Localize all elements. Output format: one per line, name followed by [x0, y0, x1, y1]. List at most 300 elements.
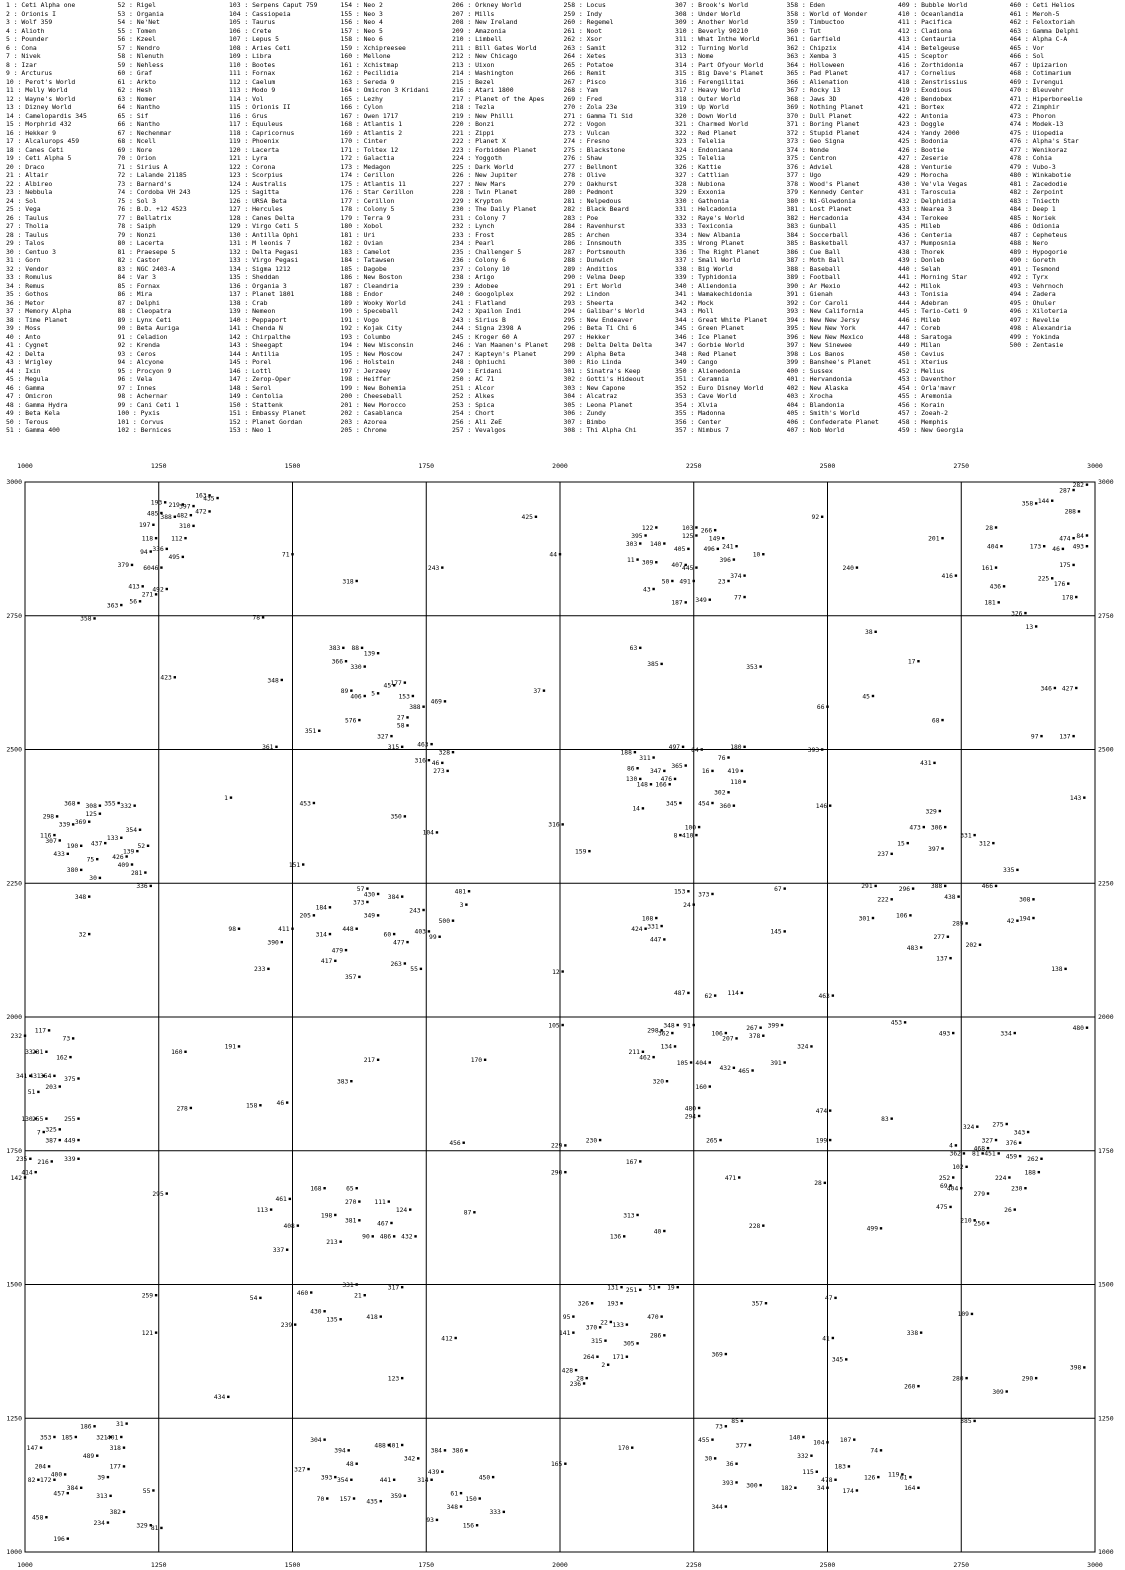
legend-item: 270 : Zola 23e: [563, 103, 618, 111]
map-point-label: 69: [939, 1182, 948, 1190]
map-point-label: 105: [548, 1022, 560, 1030]
map-point-label: 413: [128, 583, 140, 591]
map-point-marker: [891, 898, 893, 900]
map-point-marker: [88, 933, 90, 935]
legend-item: 141 : Chenda N: [229, 324, 283, 332]
map-point-marker: [88, 895, 90, 897]
legend-item: 435 : Mileb: [898, 222, 941, 230]
map-point-marker: [347, 1449, 349, 1451]
legend-item: 277 : Bellmont: [563, 162, 618, 171]
legend-item: 131 : M leonis 7: [229, 239, 291, 247]
legend-item: 86 : Mira: [117, 290, 153, 298]
map-point-marker: [1000, 545, 1002, 547]
map-point-label: 90: [362, 1233, 370, 1241]
legend-item: 16 : Hekker 9: [6, 128, 57, 137]
map-point-marker: [380, 1315, 382, 1317]
map-point-marker: [784, 887, 786, 889]
map-point-label: 331: [647, 923, 659, 931]
map-point-label: 166: [655, 781, 667, 789]
map-point-marker: [660, 663, 662, 665]
map-point-marker: [93, 1425, 95, 1427]
legend-item: 264 : Xetes: [563, 52, 606, 60]
map-point-label: 488: [374, 1442, 386, 1450]
map-point-label: 424: [631, 926, 643, 934]
map-point-label: 270: [345, 1198, 357, 1206]
map-point-marker: [695, 534, 697, 536]
map-point-marker: [743, 596, 745, 598]
map-point-label: 104: [813, 1439, 825, 1447]
map-point-marker: [1016, 869, 1018, 871]
map-point-marker: [24, 1176, 26, 1178]
map-point-marker: [329, 933, 331, 935]
map-point-label: 462: [639, 1054, 651, 1062]
map-point-label: 314: [315, 931, 327, 939]
map-point-label: 1: [224, 794, 228, 802]
map-point-marker: [586, 1377, 588, 1379]
legend-column: [118, 1, 218, 435]
map-point-marker: [848, 1465, 850, 1467]
map-point-marker: [693, 903, 695, 905]
map-point-marker: [920, 1331, 922, 1333]
map-point-marker: [904, 1021, 906, 1023]
map-point-label: 324: [797, 1043, 809, 1051]
legend-item: 13 : Dizney World: [6, 103, 72, 111]
legend-item: 218 : Tezla: [452, 103, 495, 111]
map-point-marker: [741, 1420, 743, 1422]
map-point-marker: [436, 831, 438, 833]
legend-item: 92 : Krenda: [117, 341, 160, 349]
legend-item: 130 : Antilla Ophi: [229, 230, 299, 239]
map-point-marker: [77, 1077, 79, 1079]
map-point-label: 493: [938, 1030, 951, 1038]
map-point-label: 170: [470, 1057, 483, 1065]
map-point-label: 326: [577, 1300, 590, 1308]
map-point-label: 122: [641, 524, 654, 532]
legend-item: 43 : Wrigley: [6, 358, 53, 366]
legend-item: 454 : Orla'mavr: [898, 383, 956, 392]
map-point-label: 361: [262, 744, 274, 752]
map-point-marker: [1083, 1366, 1085, 1368]
legend-item: 78 : Saiph: [117, 222, 156, 230]
map-point-marker: [658, 1286, 660, 1288]
map-point-label: 463: [417, 741, 429, 749]
map-point-marker: [810, 1455, 812, 1457]
legend-item: 60 : Graf: [117, 69, 153, 77]
map-point-label: 433: [53, 851, 65, 859]
map-point-marker: [323, 1438, 325, 1440]
map-point-label: 366: [331, 658, 343, 666]
map-point-label: 81: [972, 1150, 980, 1158]
x-tick-label-bottom: 3000: [1087, 1561, 1103, 1569]
legend-item: 368 : Jaws 3D: [786, 94, 837, 103]
map-point-marker: [998, 1152, 1000, 1154]
legend-column: [1010, 1, 1110, 350]
legend-item: 405 : Smith's World: [786, 409, 860, 417]
x-tick-label-bottom: 1750: [418, 1561, 435, 1569]
legend-item: 247 : Kapteyn's Planet: [452, 349, 537, 358]
map-point-label: 55: [142, 1487, 151, 1495]
map-point-label: 390: [267, 939, 279, 947]
legend-item: 431 : Taroscuia: [898, 188, 956, 196]
map-point-marker: [693, 580, 695, 582]
legend-item: 113 : Modo 9: [229, 86, 276, 94]
map-point-marker: [829, 1109, 831, 1111]
map-point-marker: [762, 553, 764, 555]
map-point-marker: [131, 564, 133, 566]
map-point-marker: [784, 1061, 786, 1063]
legend-item: 348 : Red Planet: [675, 349, 737, 358]
map-point-label: 160: [171, 1049, 183, 1057]
map-point-label: 313: [623, 1212, 635, 1220]
legend-item: 14 : Camelopardis 345: [6, 111, 87, 120]
map-point-label: 130: [21, 1115, 33, 1123]
legend-item: 184 : Tatawsen: [340, 256, 395, 264]
legend-item: 175 : Atlantis 11: [340, 179, 406, 188]
legend-item: 349 : Cango: [675, 358, 718, 366]
legend-item: 124 : Australis: [229, 179, 287, 188]
map-point-label: 430: [363, 891, 376, 899]
legend-item: 341 : Wamakechidonia: [675, 290, 752, 298]
legend-item: 321 : Charmed World: [675, 120, 749, 128]
map-point-label: 57: [356, 885, 365, 893]
map-point-label: 235: [15, 1156, 28, 1164]
map-point-marker: [150, 885, 152, 887]
x-tick-label-bottom: 1250: [150, 1561, 167, 1569]
map-point-marker: [620, 1286, 622, 1288]
legend-item: 210 : Limbell: [452, 35, 503, 43]
map-point-label: 393: [320, 1474, 333, 1482]
map-point-label: 178: [1061, 594, 1074, 602]
y-tick-label-left: 1750: [6, 1146, 22, 1155]
map-point-label: 190: [66, 843, 79, 851]
map-point-marker: [687, 890, 689, 892]
legend-item: 136 : Organia 3: [229, 281, 287, 290]
map-point-marker: [856, 566, 858, 568]
map-point-label: 89: [340, 687, 349, 695]
map-point-label: 375: [64, 1075, 76, 1083]
legend-item: 21 : Altair: [6, 171, 49, 179]
planet-legend: [6, 1, 1121, 441]
legend-item: 102 : Bernices: [117, 426, 172, 434]
legend-item: 304 : Alcatraz: [563, 392, 618, 400]
x-tick-label-top: 2000: [552, 462, 568, 470]
map-point-marker: [104, 842, 106, 844]
map-point-marker: [147, 845, 149, 847]
legend-item: 327 : Cattlian: [675, 171, 729, 179]
map-point-label: 266: [700, 527, 713, 535]
legend-item: 421 : Bortex: [898, 103, 945, 111]
map-point-label: 327: [981, 1137, 994, 1145]
map-point-marker: [430, 743, 432, 745]
legend-item: 451 : Xterius: [898, 358, 949, 366]
legend-item: 140 : Peppaport: [229, 315, 287, 324]
legend-item: 221 : Zippi: [452, 128, 495, 137]
map-point-label: 3: [459, 901, 464, 909]
map-point-marker: [695, 834, 697, 836]
map-point-marker: [358, 976, 360, 978]
map-point-marker: [48, 1465, 50, 1467]
legend-item: 491 : Tesmond: [1009, 264, 1060, 273]
map-point-label: 318: [109, 1444, 121, 1452]
map-point-label: 228: [748, 1222, 761, 1230]
map-point-label: 310: [179, 523, 191, 531]
map-point-marker: [636, 1214, 638, 1216]
map-point-marker: [709, 1085, 711, 1087]
legend-item: 103 : Serpens Caput 759: [229, 1, 318, 9]
map-point-label: 349: [695, 597, 707, 604]
x-tick-label-top: 2750: [953, 462, 970, 470]
legend-item: 286 : Innsmouth: [563, 239, 622, 247]
map-point-label: 344: [711, 1503, 723, 1511]
map-point-marker: [326, 1497, 328, 1499]
legend-item: 153 : Neo 1: [229, 426, 272, 434]
map-point-label: 397: [179, 503, 191, 511]
map-point-label: 404: [946, 1185, 959, 1193]
map-point-label: 5: [371, 690, 376, 698]
legend-item: 142 : Chirpalthe: [229, 332, 291, 341]
map-point-marker: [444, 1449, 446, 1451]
map-point-marker: [166, 1192, 168, 1194]
legend-item: 119 : Phoenix: [229, 137, 280, 145]
map-point-marker: [987, 1192, 989, 1194]
map-point-label: 62: [704, 992, 713, 1000]
legend-item: 425 : Bodonia: [898, 137, 949, 145]
map-point-label: 231: [32, 1049, 44, 1057]
map-point-marker: [401, 746, 403, 748]
y-tick-label-right: 2250: [1098, 879, 1114, 888]
map-point-marker: [1064, 968, 1066, 970]
legend-item: 406 : Confederate Planet: [786, 417, 879, 426]
map-point-label: 378: [748, 1033, 761, 1041]
map-point-label: 144: [1037, 498, 1050, 506]
map-point-label: 316: [414, 757, 426, 765]
legend-item: 452 : Melius: [898, 366, 945, 375]
map-point-label: 12: [552, 968, 560, 976]
map-point-label: 168: [310, 1185, 322, 1193]
legend-item: 107 : Lepus 5: [229, 35, 280, 43]
legend-item: 299 : Alpha Beta: [563, 349, 626, 358]
map-point-label: 188: [620, 749, 632, 757]
map-point-label: 282: [1072, 481, 1084, 489]
map-point-marker: [361, 647, 363, 649]
legend-item: 231 : Colony 7: [452, 213, 506, 222]
map-point-marker: [1072, 564, 1074, 566]
map-point-marker: [372, 1235, 374, 1237]
map-point-label: 302: [714, 789, 726, 797]
map-point-marker: [631, 1446, 633, 1448]
legend-item: 253 : Spica: [452, 400, 495, 409]
map-point-marker: [294, 1323, 296, 1325]
map-point-marker: [401, 1286, 403, 1288]
map-point-label: 314: [417, 1477, 429, 1485]
map-point-label: 395: [631, 532, 643, 540]
legend-item: 66 : Nantho: [117, 120, 160, 128]
map-point-label: 485: [147, 510, 159, 518]
map-point-marker: [872, 695, 874, 697]
map-point-marker: [650, 783, 652, 785]
map-point-marker: [762, 1035, 764, 1037]
map-point-marker: [302, 863, 304, 865]
map-point-label: 454: [698, 800, 710, 808]
map-point-marker: [1075, 596, 1077, 598]
legend-item: 399 : Banshee's Planet: [786, 358, 872, 366]
map-point-marker: [845, 1358, 847, 1360]
map-point-label: 493: [1072, 543, 1084, 551]
map-point-marker: [99, 813, 101, 815]
map-point-marker: [829, 804, 831, 806]
legend-item: 272 : Vogon: [563, 120, 606, 128]
legend-item: 407 : Nob World: [786, 426, 845, 434]
map-point-marker: [412, 695, 414, 697]
legend-item: 27 : Tholia: [6, 222, 49, 230]
map-point-marker: [722, 537, 724, 539]
map-point-label: 351: [304, 728, 317, 736]
map-point-label: 480: [684, 1105, 697, 1113]
map-point-label: 327: [294, 1466, 306, 1474]
map-point-label: 435: [366, 1498, 378, 1506]
y-tick-label-right: 3000: [1098, 478, 1114, 486]
legend-item: 358 : World of Wonder: [786, 9, 868, 18]
legend-item: 436 : Centeria: [898, 230, 952, 239]
legend-item: 260 : Regemel: [563, 18, 614, 26]
legend-item: 37 : Memory Alpha: [6, 307, 72, 315]
map-point-label: 70: [316, 1495, 325, 1503]
map-point-label: 125: [682, 532, 694, 540]
map-point-marker: [880, 1227, 882, 1229]
map-point-marker: [810, 1045, 812, 1047]
legend-item: 35 : Gothos: [6, 290, 49, 298]
legend-item: 166 : Cylon: [340, 103, 383, 111]
legend-item: 186 : New Boston: [340, 273, 403, 281]
map-point-marker: [77, 1139, 79, 1141]
map-point-marker: [671, 1032, 673, 1034]
legend-item: 252 : Alkes: [452, 392, 495, 400]
legend-item: 310 : Beverly 90210: [675, 26, 749, 35]
map-point-label: 300: [746, 1482, 758, 1490]
legend-item: 246 : Van Maanen's Planet: [452, 341, 549, 349]
map-point-marker: [468, 890, 470, 892]
legend-item: 193 : Columbo: [340, 332, 391, 341]
map-point-label: 138: [1051, 966, 1063, 974]
map-point-marker: [973, 834, 975, 836]
legend-item: 394 : New New Jersy: [786, 315, 860, 324]
map-point-marker: [406, 724, 408, 726]
map-point-marker: [668, 783, 670, 785]
map-point-marker: [687, 992, 689, 994]
legend-item: 10 : Perot's World: [6, 77, 76, 86]
map-point-label: 267: [746, 1025, 758, 1032]
map-point-label: 290: [1021, 1375, 1034, 1383]
legend-item: 367 : Rocky 13: [786, 86, 841, 94]
legend-item: 22 : Albireo: [6, 179, 53, 188]
map-point-marker: [182, 556, 184, 558]
map-point-marker: [698, 1107, 700, 1109]
legend-item: 361 : Garfield: [786, 35, 841, 43]
legend-item: 72 : Lalande 21185: [117, 171, 187, 179]
map-point-label: 170: [617, 1444, 630, 1452]
map-point-label: 423: [160, 674, 172, 682]
map-point-label: 411: [278, 926, 290, 934]
legend-item: 244 : Signa 2398 A: [452, 324, 522, 332]
map-point-label: 240: [842, 564, 854, 572]
map-point-marker: [725, 1505, 727, 1507]
legend-item: 433 : Nearea 3: [898, 205, 952, 213]
legend-item: 376 : Adviel: [786, 162, 833, 171]
map-point-label: 307: [45, 837, 57, 845]
map-point-marker: [56, 815, 58, 817]
map-point-marker: [1014, 1208, 1016, 1210]
map-point-label: 33: [25, 1049, 33, 1057]
map-point-label: 156: [462, 1522, 475, 1530]
legend-item: 358 : Eden: [786, 1, 825, 9]
map-point-marker: [987, 1222, 989, 1224]
map-point-label: 87: [463, 1209, 472, 1217]
legend-item: 64 : Nantho: [117, 103, 160, 111]
map-point-label: 345: [831, 1356, 844, 1364]
legend-item: 346 : Ice Planet: [675, 332, 737, 341]
legend-item: 110 : Bootes: [229, 60, 276, 69]
legend-item: 456 : Korain: [898, 400, 945, 409]
map-point-label: 359: [390, 1493, 402, 1501]
legend-item: 58 : Nlenuth: [117, 52, 164, 60]
map-point-label: 95: [562, 1313, 571, 1321]
map-point-marker: [120, 604, 122, 606]
map-point-label: 324: [962, 1123, 975, 1131]
map-point-label: 373: [698, 891, 710, 899]
map-point-label: 315: [591, 1337, 603, 1345]
map-point-marker: [677, 1024, 679, 1026]
map-point-label: 97: [1030, 733, 1039, 741]
legend-item: 176 : Star Cerillon: [340, 188, 414, 196]
legend-item: 315 : Big Dave's Planet: [675, 69, 764, 77]
legend-item: 262 : Xsor: [563, 35, 602, 43]
map-point-label: 63: [629, 645, 638, 653]
legend-item: 18 : Canes Ceti: [6, 145, 64, 154]
map-point-marker: [829, 1139, 831, 1141]
legend-item: 93 : Ceros: [117, 349, 156, 358]
map-point-label: 137: [1059, 733, 1071, 741]
legend-item: 96 : Vela: [117, 375, 153, 383]
legend-item: 466 : Sol: [1009, 52, 1045, 60]
map-point-marker: [1032, 917, 1034, 919]
map-point-marker: [636, 767, 638, 769]
map-point-label: 143: [1069, 794, 1082, 802]
map-point-marker: [561, 1024, 563, 1026]
legend-item: 226 : New Jupiter: [452, 171, 518, 179]
map-point-marker: [826, 706, 828, 708]
legend-item: 151 : Embassy Planet: [229, 409, 306, 417]
map-point-label: 30: [704, 1455, 713, 1463]
map-point-label: 435: [203, 495, 215, 503]
legend-item: 455 : Aremonia: [898, 392, 952, 400]
map-point-marker: [465, 1449, 467, 1451]
map-point-label: 348: [446, 1503, 459, 1511]
legend-item: 242 : Xpailon Indi: [452, 307, 522, 315]
map-point-label: 456: [449, 1140, 461, 1148]
legend-item: 426 : Bootie: [898, 145, 945, 154]
map-point-label: 40: [653, 1228, 662, 1236]
map-point-label: 117: [34, 1027, 47, 1035]
map-point-marker: [853, 1438, 855, 1440]
map-point-marker: [166, 548, 168, 550]
map-point-marker: [430, 1479, 432, 1481]
legend-item: 372 : Stupid Planet: [786, 128, 860, 137]
map-point-marker: [917, 1385, 919, 1387]
map-point-label: 50: [661, 578, 670, 586]
map-point-label: 384: [430, 1447, 442, 1455]
map-point-label: 374: [730, 572, 742, 580]
legend-item: 311 : What Inthe World: [675, 35, 760, 43]
